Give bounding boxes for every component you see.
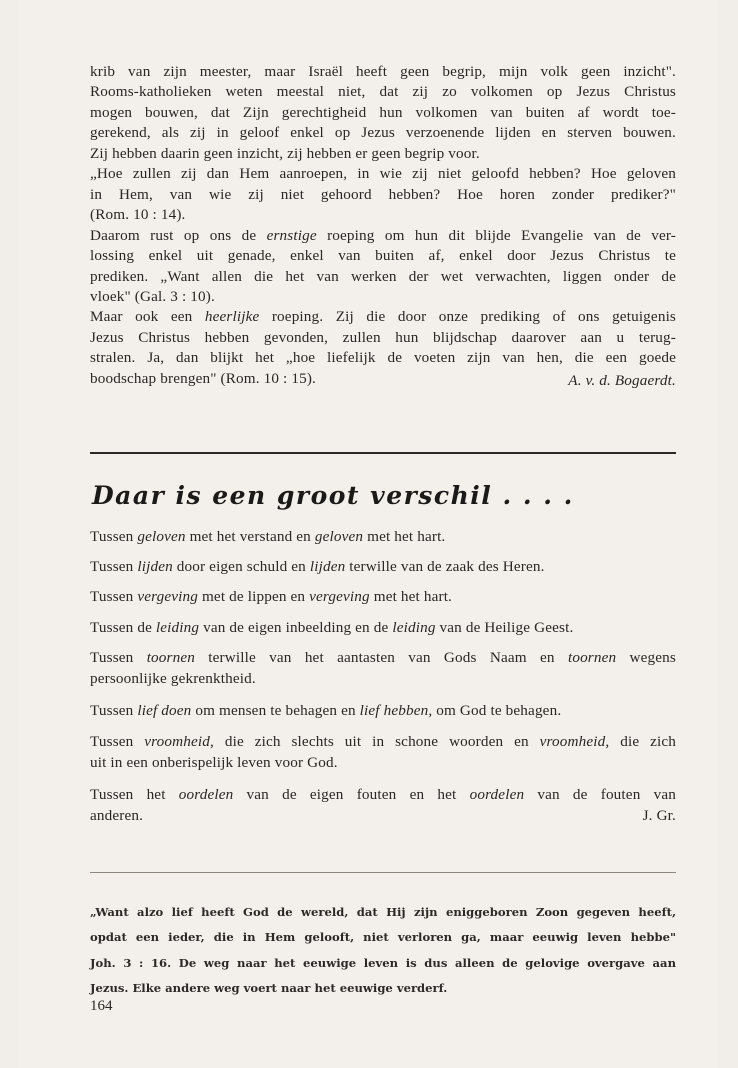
- emphasis-text: leiding: [392, 619, 436, 636]
- text-line: [90, 618, 676, 638]
- text-line: [90, 226, 676, 246]
- text-segment: gerekend, als zij in geloof enkel op Jezus verzoenende lijden en sterven bouwen.: [90, 124, 676, 142]
- quote-line: Jezus. Elke andere weg voert naar het eeuwige verderf.: [90, 980, 448, 995]
- text-segment: om mensen te behagen en: [191, 702, 360, 719]
- text-segment: van de fouten van: [524, 786, 676, 803]
- emphasis-text: oordelen: [469, 786, 525, 803]
- text-segment: prediken. „Want allen die het van werken der wet verwachten, liggen onder de: [90, 267, 676, 285]
- text-line: [90, 82, 676, 102]
- text-line: [90, 287, 676, 307]
- text-segment: wegens: [616, 649, 676, 666]
- text-segment: Zij hebben daarin geen inzicht, zij hebben er geen begrip voor.: [90, 144, 480, 162]
- emphasis-text: lijden: [309, 558, 346, 575]
- text-segment: Tussen: [90, 733, 145, 750]
- text-segment: van de eigen fouten en het: [233, 786, 470, 803]
- text-line: [90, 62, 676, 82]
- text-segment: door eigen schuld en: [172, 558, 310, 575]
- text-line: [90, 527, 676, 547]
- text-line: [90, 267, 676, 287]
- article-signature: A. v. d. Bogaerdt.: [568, 372, 676, 389]
- emphasis-text: oordelen: [178, 786, 234, 803]
- text-line: [90, 557, 676, 577]
- text-segment: Maar ook een: [90, 308, 205, 326]
- emphasis-text: vergeving: [137, 588, 199, 605]
- text-segment: lossing enkel uit genade, enkel van buiten af, enkel door Jezus Christus te: [90, 247, 676, 265]
- text-segment: die zich slechts uit in schone woorden en: [213, 733, 540, 750]
- emphasis-text: toornen: [567, 649, 617, 666]
- text-line: [90, 732, 676, 752]
- text-segment: die zich: [609, 733, 676, 750]
- text-segment: met het hart.: [363, 528, 446, 545]
- text-segment: terwille van het aantasten van Gods Naam en: [194, 649, 568, 666]
- text-line: [90, 307, 676, 327]
- text-segment: Tussen: [90, 588, 138, 605]
- text-segment: mogen bouwen, dat Zijn gerechtigheid hun volkomen van buiten af wordt toe-: [90, 103, 676, 121]
- emphasis-text: vroomheid,: [144, 733, 214, 750]
- quote-line: „Want alzo lief heeft God de wereld, dat Hij zijn eniggeboren Zoon gegeven heeft,: [90, 905, 676, 919]
- text-line: [90, 753, 676, 773]
- text-segment: van de Heilige Geest.: [435, 619, 574, 636]
- text-segment: vloek" (Gal. 3 : 10).: [90, 287, 215, 305]
- text-segment: stralen. Ja, dan blijkt het „hoe liefelijk de voeten zijn van hen, die een goede: [90, 349, 676, 367]
- emphasis-text: lief doen: [137, 702, 192, 719]
- text-segment: Tussen: [90, 528, 138, 545]
- text-segment: Tussen het: [90, 786, 179, 803]
- text-segment: Daarom rust op ons de: [90, 226, 267, 244]
- emphasis-text: lief hebben,: [359, 702, 433, 719]
- text-line: [90, 103, 676, 123]
- article-signature: J. Gr.: [642, 807, 676, 824]
- article-title: Daar is een groot verschil . . . .: [92, 481, 574, 510]
- emphasis-text: ernstige: [266, 226, 317, 244]
- text-line: [90, 785, 676, 805]
- text-line: [90, 185, 676, 205]
- quote-line: opdat een ieder, die in Hem gelooft, niet verloren ga, maar eeuwig leven hebbe": [90, 930, 676, 945]
- section-divider: [90, 452, 676, 454]
- text-line: [90, 648, 676, 668]
- text-segment: boodschap brengen" (Rom. 10 : 15).: [90, 369, 316, 387]
- text-line: [90, 164, 676, 184]
- text-line: [90, 144, 676, 164]
- text-segment: in Hem, van wie zij niet gehoord hebben? Hoe horen zonder prediker?": [90, 185, 676, 203]
- text-line: [90, 348, 676, 368]
- emphasis-text: lijden: [137, 558, 173, 575]
- emphasis-text: vroomheid,: [539, 733, 610, 750]
- text-segment: met het hart.: [369, 588, 453, 605]
- emphasis-text: vergeving: [309, 588, 370, 605]
- text-segment: roeping. Zij die door onze prediking of ons getuigenis: [259, 308, 676, 326]
- text-segment: anderen.: [90, 807, 144, 824]
- text-segment: van de eigen inbeelding en de: [199, 619, 393, 636]
- text-segment: Jezus Christus hebben gevonden, zullen hun blijdschap daarover aan u terug-: [90, 328, 676, 346]
- text-segment: om God te behagen.: [432, 702, 562, 719]
- text-line: [90, 205, 676, 225]
- text-line: [90, 669, 676, 689]
- quote-line: Joh. 3 : 16. De weg naar het eeuwige leven is dus alleen de gelovige overgave aan: [90, 955, 676, 970]
- text-segment: roeping om hun dit blijde Evangelie van de ver-: [316, 226, 677, 244]
- text-segment: persoonlijke gekrenktheid.: [90, 670, 256, 687]
- text-segment: krib van zijn meester, maar Israël heeft geen begrip, mijn volk geen inzicht".: [90, 63, 676, 80]
- emphasis-text: geloven: [137, 528, 186, 545]
- text-segment: Tussen: [90, 702, 138, 719]
- text-segment: uit in een onberispelijk leven voor God.: [90, 754, 338, 771]
- text-line: [90, 123, 676, 143]
- text-segment: Tussen de: [90, 619, 156, 636]
- text-line: [90, 701, 676, 721]
- emphasis-text: toornen: [146, 649, 195, 666]
- text-segment: Rooms-katholieken weten meestal niet, dat zij zo volkomen op Jezus Christus: [90, 83, 676, 101]
- text-line: [90, 587, 676, 607]
- text-segment: met het verstand en: [185, 528, 315, 545]
- emphasis-text: geloven: [314, 528, 364, 545]
- emphasis-text: leiding: [155, 619, 200, 636]
- text-line: [90, 246, 676, 266]
- footer-divider: [90, 872, 676, 873]
- text-segment: „Hoe zullen zij dan Hem aanroepen, in wie zij niet geloofd hebben? Hoe geloven: [90, 165, 676, 183]
- page-number: 164: [90, 998, 113, 1014]
- text-segment: terwille van de zaak des Heren.: [345, 558, 545, 575]
- emphasis-text: heerlijke: [204, 308, 260, 326]
- text-segment: Tussen: [90, 649, 147, 666]
- text-segment: met de lippen en: [198, 588, 310, 605]
- text-line: [90, 328, 676, 348]
- text-segment: Tussen: [90, 558, 138, 575]
- text-segment: (Rom. 10 : 14).: [90, 206, 186, 224]
